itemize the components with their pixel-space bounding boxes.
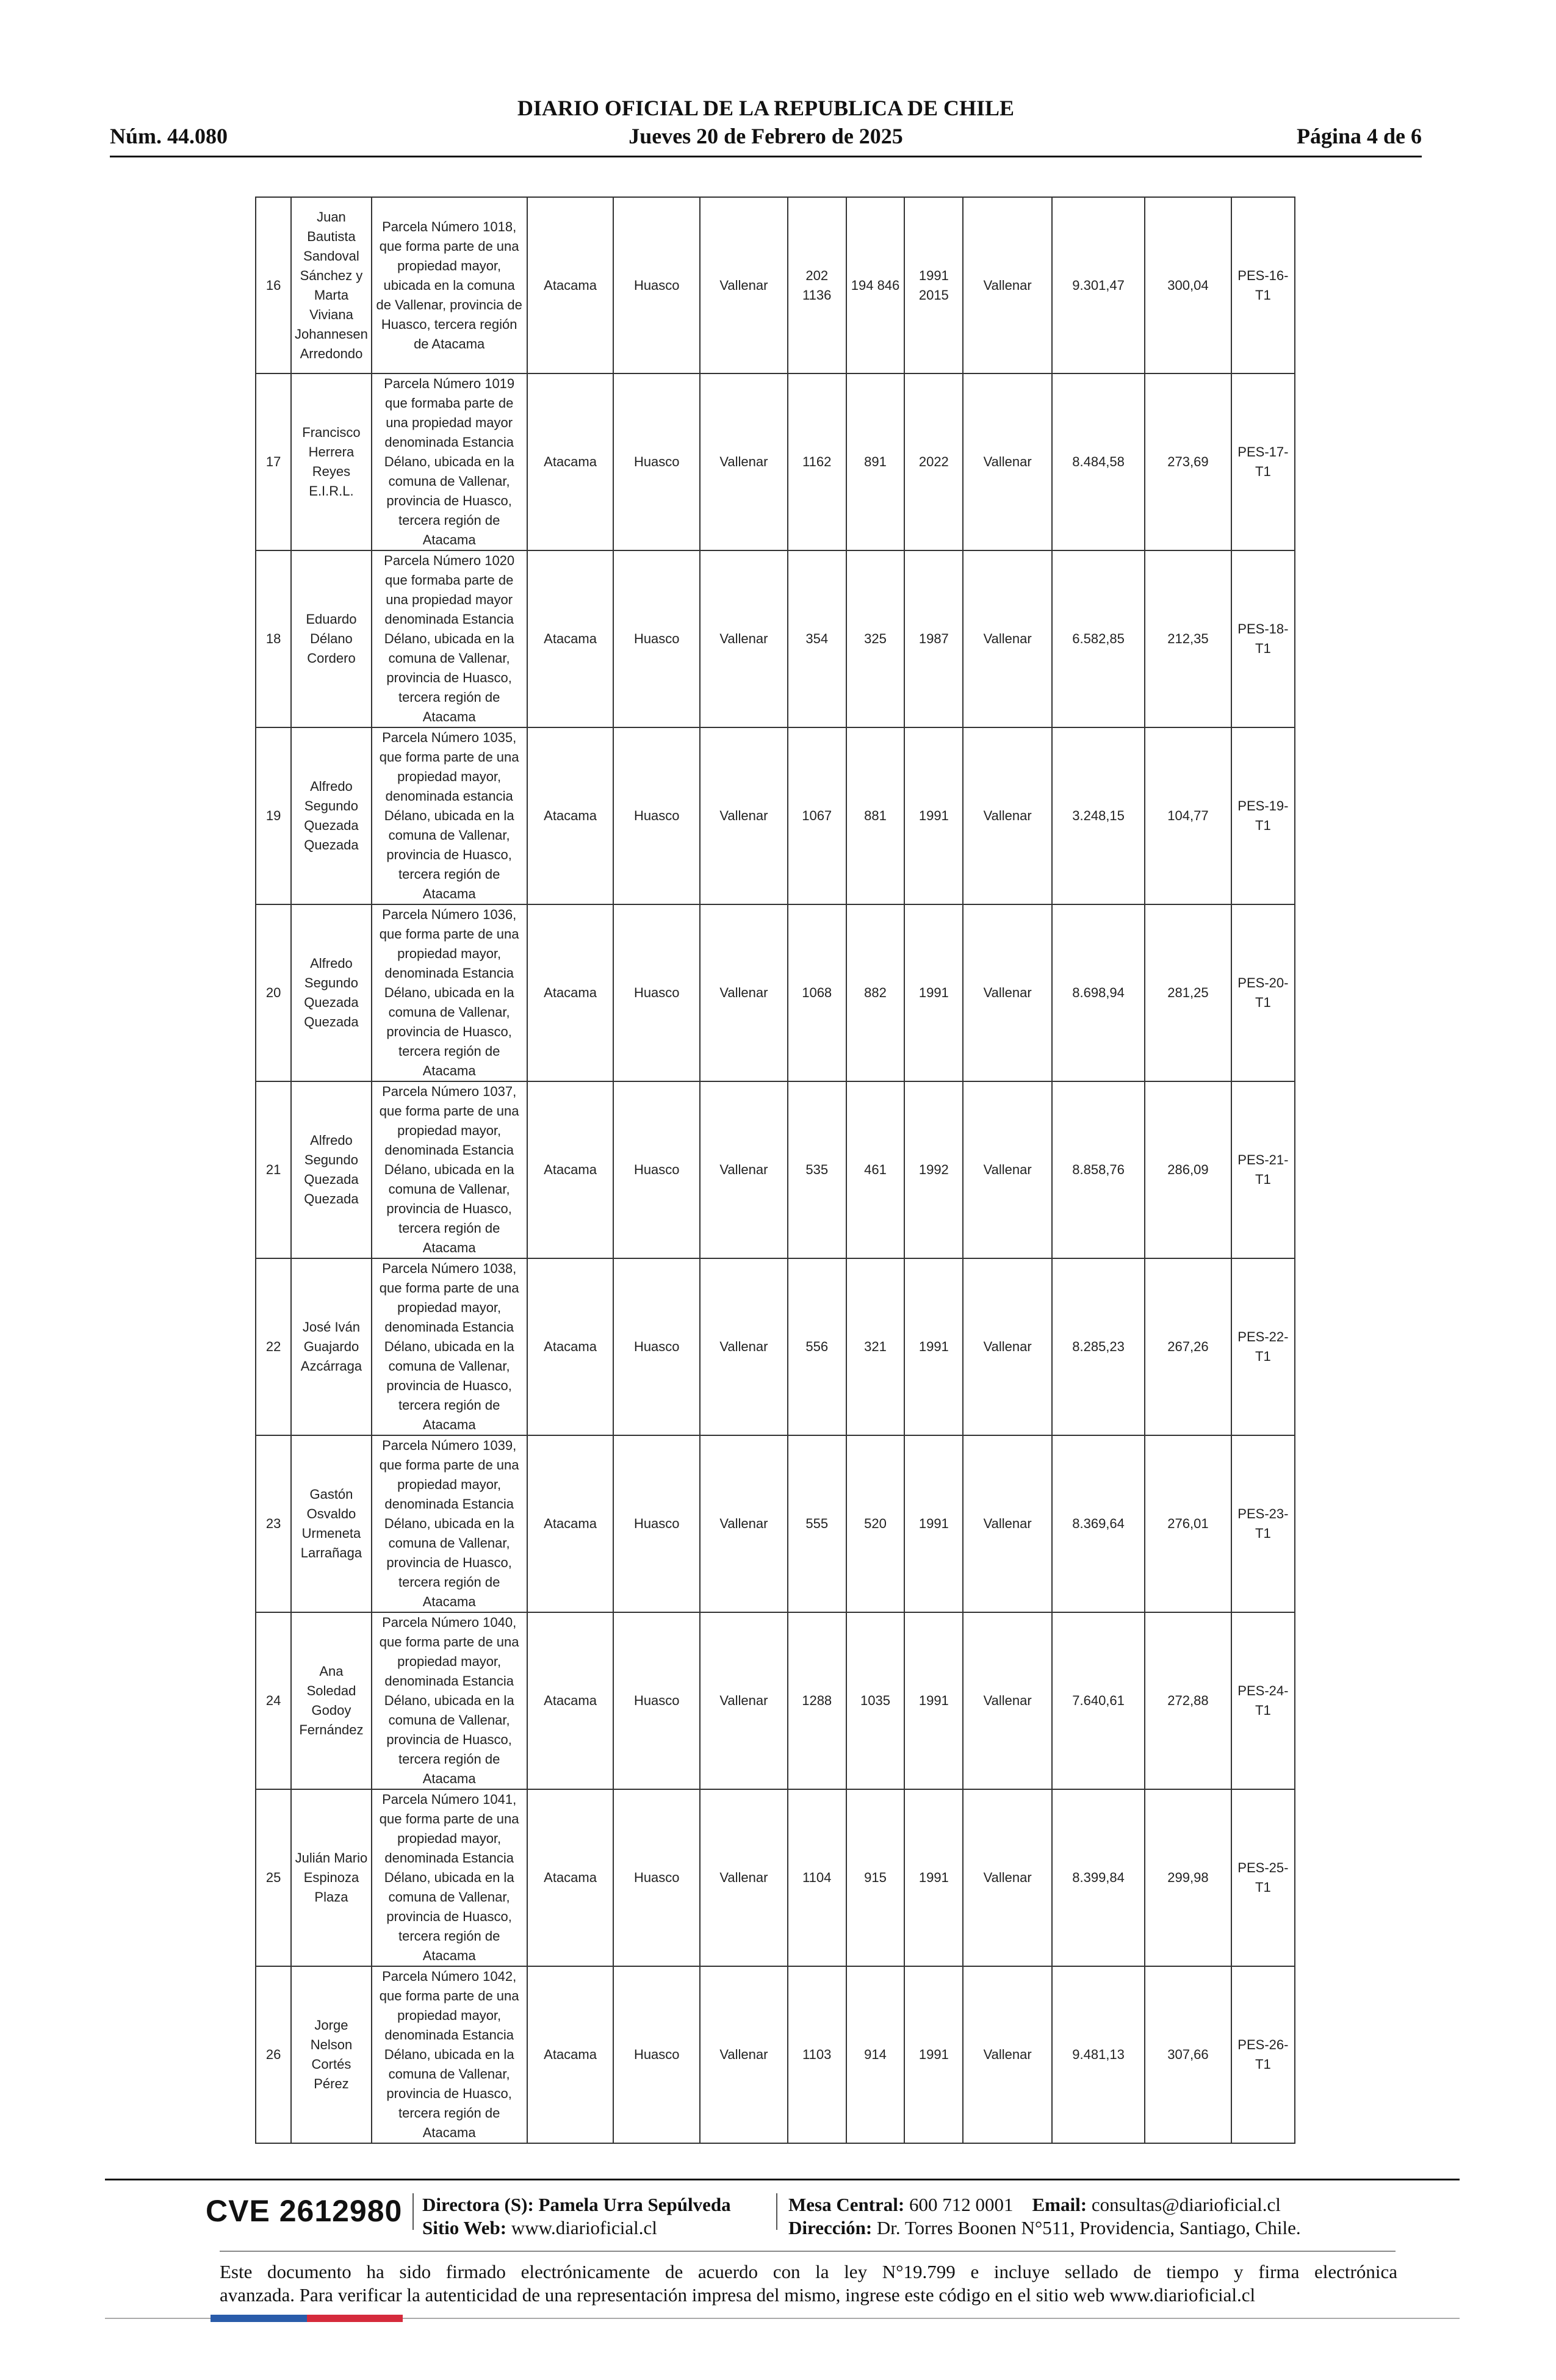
owner-cell: Alfredo Segundo Quezada Quezada [291,727,371,904]
province-cell: Huasco [613,373,700,550]
parcel-code-cell: PES-22-T1 [1231,1258,1295,1435]
region-cell: Atacama [527,550,614,727]
row-number-cell: 16 [256,197,291,373]
commune-cell: Vallenar [700,373,788,550]
row-number-cell: 23 [256,1435,291,1612]
header-divider [110,156,1422,157]
area-cell: 6.582,85 [1052,550,1145,727]
footer-contact-right [788,2193,1301,2240]
owner-cell: Gastón Osvaldo Urmeneta Larrañaga [291,1435,371,1612]
flow-cell: 104,77 [1145,727,1231,904]
registry-number-cell: 882 [846,904,905,1081]
province-cell: Huasco [613,197,700,373]
cve-code: CVE 2612980 [206,2194,403,2228]
registry-year-cell: 1991 [904,1789,963,1966]
parcel-description-cell: Parcela Número 1020 que formaba parte de una propiedad mayor denominada Estancia Délano, ubicada en la comuna de Vallenar, provincia de Huasco, tercera región de Atacama [372,550,527,727]
flow-cell: 272,88 [1145,1612,1231,1789]
table-row [256,1258,1295,1435]
registry-office-cell: Vallenar [963,550,1052,727]
table-row [256,1435,1295,1612]
parcel-table-body [256,197,1295,2143]
legal-notice-line1: Este documento ha sido firmado electrónicamente de acuerdo con la ley N°19.799 e incluye sellado de tiempo y firma electrónica [220,2261,1397,2282]
province-cell: Huasco [613,727,700,904]
row-number-cell: 19 [256,727,291,904]
flag-red-segment [307,2315,403,2322]
province-cell: Huasco [613,1966,700,2143]
table-row [256,727,1295,904]
area-cell: 8.858,76 [1052,1081,1145,1258]
fojas-cell: 1103 [788,1966,846,2143]
parcel-description-cell: Parcela Número 1018, que forma parte de una propiedad mayor, ubicada en la comuna de Vallenar, provincia de Huasco, tercera región de Atacama [372,197,527,373]
page-footer [105,2179,1460,2325]
flow-cell: 212,35 [1145,550,1231,727]
registry-number-cell: 1035 [846,1612,905,1789]
registry-year-cell: 1991 [904,727,963,904]
registry-number-cell: 325 [846,550,905,727]
fojas-cell: 1288 [788,1612,846,1789]
fojas-cell: 1067 [788,727,846,904]
table-row [256,904,1295,1081]
row-number-cell: 20 [256,904,291,1081]
area-cell: 3.248,15 [1052,727,1145,904]
registry-office-cell: Vallenar [963,197,1052,373]
parcel-code-cell: PES-17-T1 [1231,373,1295,550]
owner-cell: Alfredo Segundo Quezada Quezada [291,1081,371,1258]
area-cell: 9.481,13 [1052,1966,1145,2143]
registry-office-cell: Vallenar [963,373,1052,550]
row-number-cell: 26 [256,1966,291,2143]
flow-cell: 276,01 [1145,1435,1231,1612]
region-cell: Atacama [527,1612,614,1789]
parcel-description-cell: Parcela Número 1038, que forma parte de una propiedad mayor, denominada Estancia Délano, ubicada en la comuna de Vallenar, provincia de Huasco, tercera región de Atacama [372,1258,527,1435]
footer-contact-left [422,2193,731,2240]
registry-number-cell: 915 [846,1789,905,1966]
province-cell: Huasco [613,1789,700,1966]
registry-year-cell: 1987 [904,550,963,727]
footer-mid-divider [220,2251,1396,2252]
commune-cell: Vallenar [700,904,788,1081]
row-number-cell: 21 [256,1081,291,1258]
parcel-code-cell: PES-24-T1 [1231,1612,1295,1789]
province-cell: Huasco [613,1612,700,1789]
region-cell: Atacama [527,373,614,550]
owner-cell: Jorge Nelson Cortés Pérez [291,1966,371,2143]
owner-cell: Juan Bautista Sandoval Sánchez y Marta Viviana Johannesen Arredondo [291,197,371,373]
owner-cell: Ana Soledad Godoy Fernández [291,1612,371,1789]
registry-year-cell: 1991 [904,1612,963,1789]
owner-cell: Alfredo Segundo Quezada Quezada [291,904,371,1081]
fojas-cell: 535 [788,1081,846,1258]
parcel-table-container [255,197,1295,2144]
fojas-cell: 556 [788,1258,846,1435]
footer-top-divider [105,2179,1460,2180]
commune-cell: Vallenar [700,197,788,373]
flow-cell: 286,09 [1145,1081,1231,1258]
fojas-cell: 354 [788,550,846,727]
commune-cell: Vallenar [700,1435,788,1612]
area-cell: 8.484,58 [1052,373,1145,550]
table-row [256,550,1295,727]
row-number-cell: 18 [256,550,291,727]
registry-number-cell: 881 [846,727,905,904]
table-row [256,373,1295,550]
province-cell: Huasco [613,550,700,727]
registry-office-cell: Vallenar [963,727,1052,904]
region-cell: Atacama [527,1966,614,2143]
website-link[interactable]: www.diarioficial.cl [511,2217,657,2238]
area-cell: 9.301,47 [1052,197,1145,373]
parcel-code-cell: PES-21-T1 [1231,1081,1295,1258]
registry-office-cell: Vallenar [963,1081,1052,1258]
address-text: Dr. Torres Boonen N°511, Providencia, Santiago, Chile. [876,2217,1301,2238]
parcel-code-cell: PES-19-T1 [1231,727,1295,904]
fojas-cell: 555 [788,1435,846,1612]
table-row [256,1789,1295,1966]
owner-cell: Eduardo Délano Cordero [291,550,371,727]
region-cell: Atacama [527,197,614,373]
commune-cell: Vallenar [700,550,788,727]
registry-year-cell: 1991 [904,1435,963,1612]
table-row [256,1966,1295,2143]
page-header [110,92,1422,159]
flow-cell: 307,66 [1145,1966,1231,2143]
flow-cell: 299,98 [1145,1789,1231,1966]
flow-cell: 300,04 [1145,197,1231,373]
parcel-code-cell: PES-20-T1 [1231,904,1295,1081]
registry-office-cell: Vallenar [963,904,1052,1081]
fojas-cell: 1104 [788,1789,846,1966]
region-cell: Atacama [527,1081,614,1258]
parcel-table [255,197,1295,2144]
fojas-cell: 1068 [788,904,846,1081]
parcel-description-cell: Parcela Número 1041, que forma parte de una propiedad mayor, denominada Estancia Délano, ubicada en la comuna de Vallenar, provincia de Huasco, tercera región de Atacama [372,1789,527,1966]
phone-label: Mesa Central: [788,2194,905,2215]
region-cell: Atacama [527,904,614,1081]
parcel-code-cell: PES-18-T1 [1231,550,1295,727]
registry-year-cell: 2022 [904,373,963,550]
owner-cell: José Iván Guajardo Azcárraga [291,1258,371,1435]
registry-year-cell: 1991 [904,1258,963,1435]
region-cell: Atacama [527,1258,614,1435]
area-cell: 8.399,84 [1052,1789,1145,1966]
registry-office-cell: Vallenar [963,1966,1052,2143]
parcel-description-cell: Parcela Número 1035, que forma parte de una propiedad mayor, denominada estancia Délano, ubicada en la comuna de Vallenar, provincia de Huasco, tercera región de Atacama [372,727,527,904]
registry-year-cell: 1991 [904,1966,963,2143]
website-label: Sitio Web: [422,2217,507,2238]
registry-number-cell: 891 [846,373,905,550]
footer-separator [412,2193,414,2230]
registry-number-cell: 461 [846,1081,905,1258]
registry-year-cell: 1992 [904,1081,963,1258]
parcel-code-cell: PES-23-T1 [1231,1435,1295,1612]
table-row [256,1081,1295,1258]
fojas-cell: 1162 [788,373,846,550]
publication-title: DIARIO OFICIAL DE LA REPUBLICA DE CHILE [517,96,1015,120]
phone-number: 600 712 0001 [909,2194,1014,2215]
email-link[interactable]: consultas@diarioficial.cl [1091,2194,1281,2215]
registry-office-cell: Vallenar [963,1612,1052,1789]
parcel-description-cell: Parcela Número 1042, que forma parte de una propiedad mayor, denominada Estancia Délano, ubicada en la comuna de Vallenar, provincia de Huasco, tercera región de Atacama [372,1966,527,2143]
region-cell: Atacama [527,1789,614,1966]
registry-number-cell: 194 846 [846,197,905,373]
flow-cell: 273,69 [1145,373,1231,550]
province-cell: Huasco [613,1081,700,1258]
parcel-code-cell: PES-26-T1 [1231,1966,1295,2143]
province-cell: Huasco [613,904,700,1081]
commune-cell: Vallenar [700,1258,788,1435]
parcel-description-cell: Parcela Número 1036, que forma parte de una propiedad mayor, denominada Estancia Délano, ubicada en la comuna de Vallenar, provincia de Huasco, tercera región de Atacama [372,904,527,1081]
address-label: Dirección: [788,2217,873,2238]
registry-number-cell: 914 [846,1966,905,2143]
fojas-cell: 202 1136 [788,197,846,373]
registry-number-cell: 321 [846,1258,905,1435]
parcel-description-cell: Parcela Número 1040, que forma parte de una propiedad mayor, denominada Estancia Délano, ubicada en la comuna de Vallenar, provincia de Huasco, tercera región de Atacama [372,1612,527,1789]
registry-office-cell: Vallenar [963,1789,1052,1966]
commune-cell: Vallenar [700,1966,788,2143]
commune-cell: Vallenar [700,1789,788,1966]
area-cell: 8.698,94 [1052,904,1145,1081]
issue-date: Jueves 20 de Febrero de 2025 [629,124,903,148]
parcel-code-cell: PES-25-T1 [1231,1789,1295,1966]
province-cell: Huasco [613,1435,700,1612]
page-number: Página 4 de 6 [1296,124,1422,148]
row-number-cell: 22 [256,1258,291,1435]
parcel-code-cell: PES-16-T1 [1231,197,1295,373]
region-cell: Atacama [527,727,614,904]
owner-cell: Francisco Herrera Reyes E.I.R.L. [291,373,371,550]
commune-cell: Vallenar [700,1612,788,1789]
row-number-cell: 25 [256,1789,291,1966]
area-cell: 8.369,64 [1052,1435,1145,1612]
flow-cell: 281,25 [1145,904,1231,1081]
registry-number-cell: 520 [846,1435,905,1612]
row-number-cell: 17 [256,373,291,550]
email-label: Email: [1032,2194,1087,2215]
director-label: Directora (S): Pamela Urra Sepúlveda [422,2194,731,2215]
issue-number: Núm. 44.080 [110,124,228,148]
legal-notice-line2: avanzada. Para verificar la autenticidad de una representación impresa del mismo, ingrese este código en el sitio web www.diarioficial.cl [220,2284,1256,2306]
region-cell: Atacama [527,1435,614,1612]
row-number-cell: 24 [256,1612,291,1789]
flag-blue-segment [211,2315,307,2322]
flow-cell: 267,26 [1145,1258,1231,1435]
table-row [256,197,1295,373]
registry-year-cell: 1991 [904,904,963,1081]
parcel-description-cell: Parcela Número 1019 que formaba parte de una propiedad mayor denominada Estancia Délano, ubicada en la comuna de Vallenar, provincia de Huasco, tercera región de Atacama [372,373,527,550]
parcel-description-cell: Parcela Número 1039, que forma parte de una propiedad mayor, denominada Estancia Délano, ubicada en la comuna de Vallenar, provincia de Huasco, tercera región de Atacama [372,1435,527,1612]
footer-separator [776,2193,777,2230]
commune-cell: Vallenar [700,1081,788,1258]
commune-cell: Vallenar [700,727,788,904]
flag-color-bar [211,2315,403,2322]
table-row [256,1612,1295,1789]
registry-office-cell: Vallenar [963,1435,1052,1612]
registry-year-cell: 1991 2015 [904,197,963,373]
owner-cell: Julián Mario Espinoza Plaza [291,1789,371,1966]
area-cell: 7.640,61 [1052,1612,1145,1789]
registry-office-cell: Vallenar [963,1258,1052,1435]
parcel-description-cell: Parcela Número 1037, que forma parte de una propiedad mayor, denominada Estancia Délano, ubicada en la comuna de Vallenar, provincia de Huasco, tercera región de Atacama [372,1081,527,1258]
area-cell: 8.285,23 [1052,1258,1145,1435]
province-cell: Huasco [613,1258,700,1435]
